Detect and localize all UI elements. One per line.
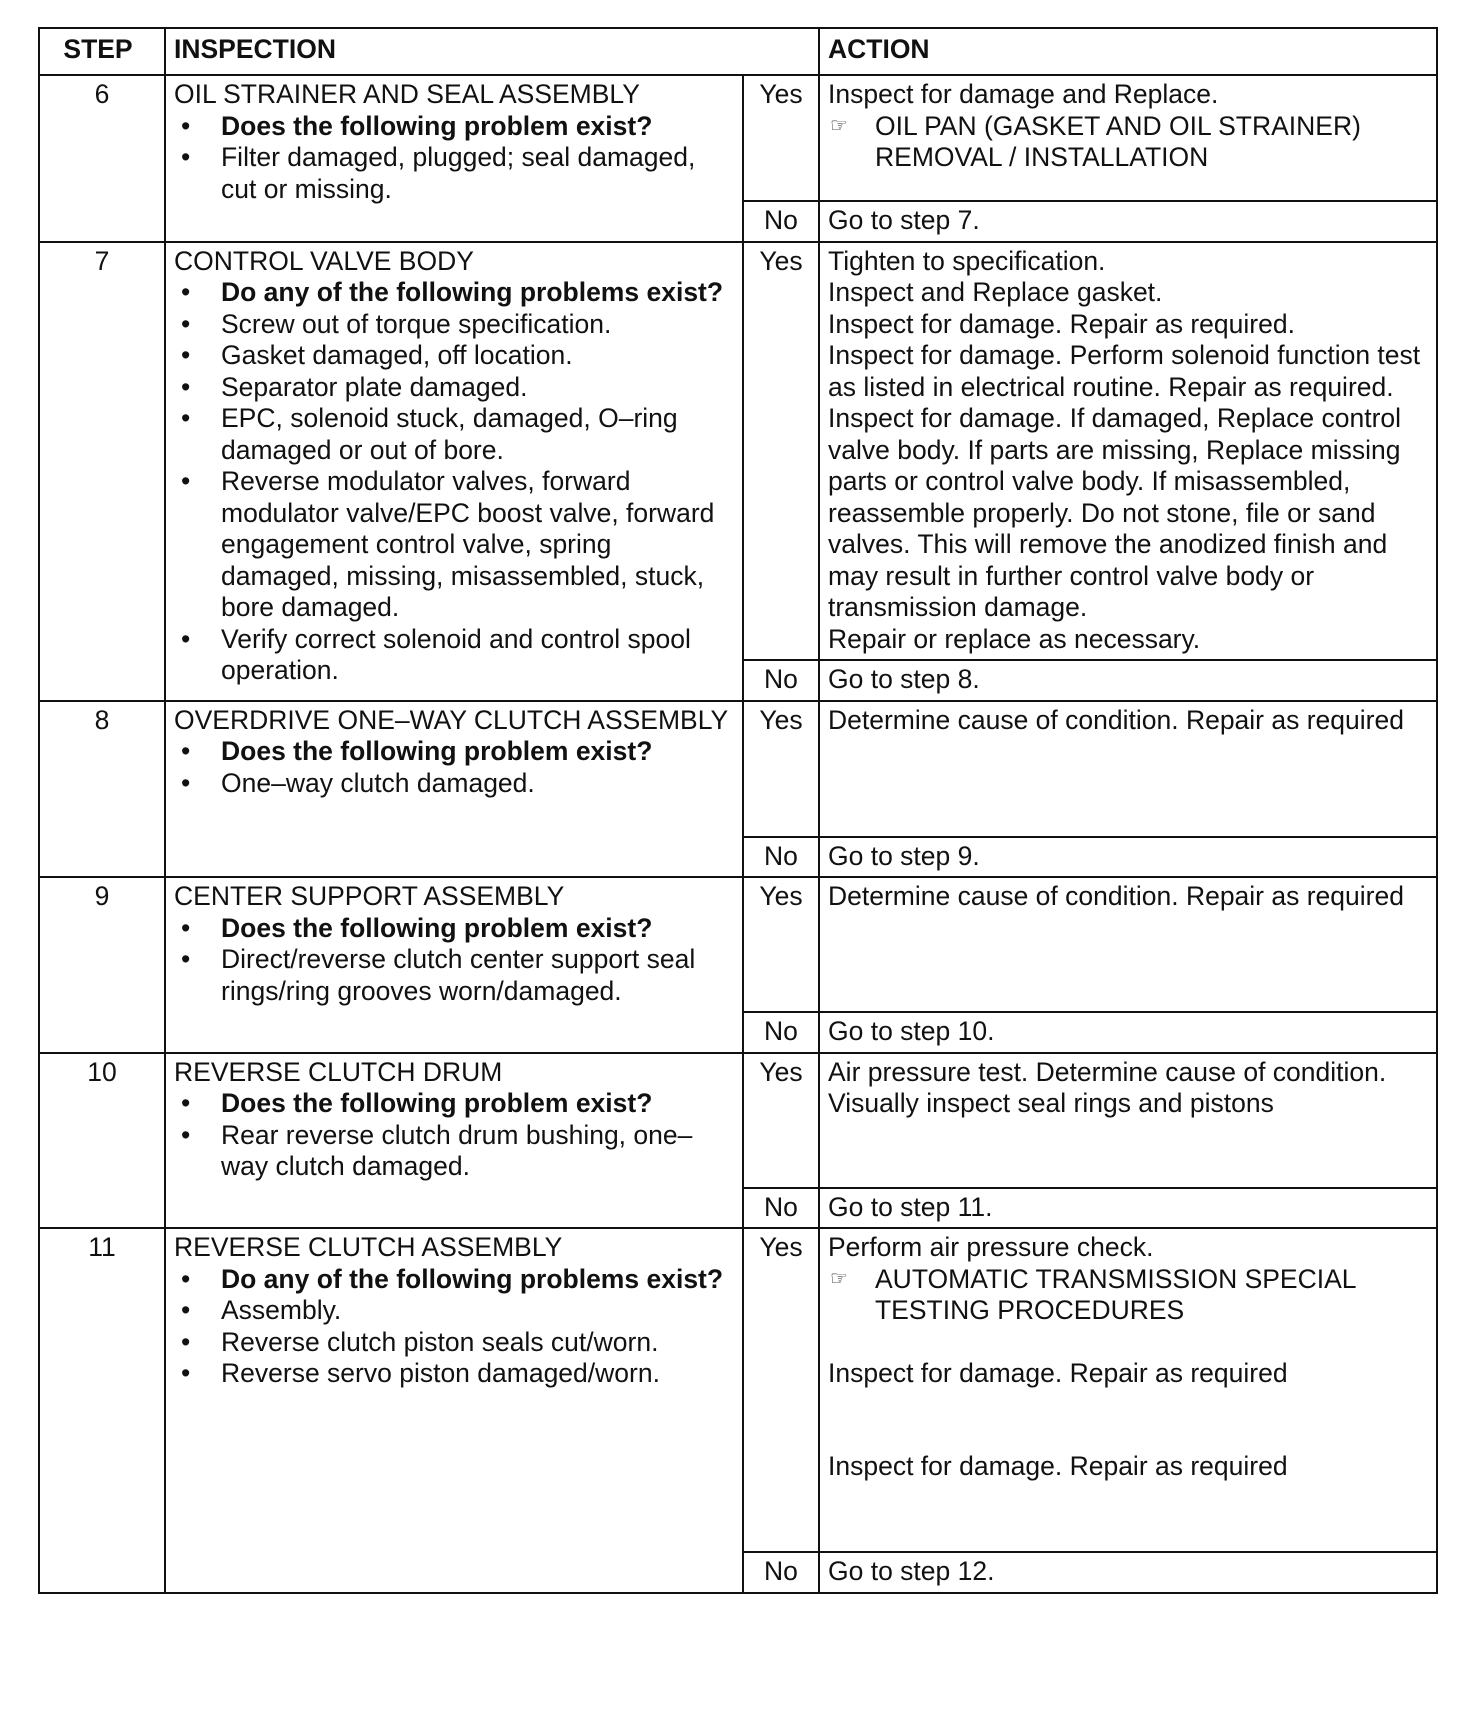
header-row (39, 28, 1437, 75)
list-item (174, 768, 734, 800)
yes-label: Yes (743, 1053, 819, 1188)
question-text: Does the following problem exist? (221, 110, 653, 141)
list-item (174, 340, 734, 372)
bullet-icon: • (181, 1358, 191, 1388)
inspection-title: REVERSE CLUTCH DRUM (174, 1056, 503, 1087)
bullet-icon: • (181, 340, 191, 370)
bullet-icon: • (181, 944, 191, 974)
step-number: 9 (39, 877, 165, 1053)
item-text: Gasket damaged, off location. (221, 340, 573, 370)
inspection-title: REVERSE CLUTCH ASSEMBLY (174, 1232, 563, 1262)
no-label: No (743, 1552, 819, 1593)
inspection-header: INSPECTION (165, 28, 819, 75)
action-line: Determine cause of condition. Repair as required (828, 881, 1404, 911)
bullet-icon: • (181, 1326, 191, 1357)
question-bullet (174, 736, 734, 768)
step-header: STEP (39, 28, 165, 75)
question-text: Do any of the following problems exist? (221, 277, 724, 307)
bullet-icon: • (181, 371, 191, 402)
list-item (174, 466, 734, 624)
action-line: Inspect for damage. Perform solenoid function test as listed in electrical routine. Repair as required. (828, 340, 1421, 402)
yes-action-cell (819, 701, 1437, 837)
inspection-cell (165, 75, 743, 242)
yes-label: Yes (743, 1228, 819, 1552)
action-line: Perform air pressure check. (828, 1232, 1154, 1262)
step-row (39, 1228, 1437, 1552)
step-row (39, 701, 1437, 837)
inspection-cell (165, 242, 743, 701)
step-row (39, 1053, 1437, 1188)
action-line: Inspect and Replace gasket. (828, 277, 1163, 307)
action-line: Tighten to specification. (828, 245, 1106, 276)
step-number: 6 (39, 75, 165, 242)
bullet-icon: • (181, 767, 191, 798)
question-text: Does the following problem exist? (221, 736, 653, 766)
yes-label: Yes (743, 242, 819, 661)
bullet-icon: • (181, 110, 191, 141)
list-item (174, 372, 734, 404)
no-action: Go to step 7. (819, 201, 1437, 242)
bullet-icon: • (181, 1263, 191, 1294)
question-bullet (174, 111, 734, 143)
step-row (39, 75, 1437, 201)
item-text: Separator plate damaged. (221, 371, 528, 402)
yes-action-cell (819, 1053, 1437, 1188)
no-label: No (743, 1012, 819, 1053)
item-text: One–way clutch damaged. (221, 767, 535, 798)
item-text: Screw out of torque specification. (221, 308, 612, 339)
pointing-hand-icon: ☞ (830, 114, 848, 137)
inspection-cell (165, 1053, 743, 1229)
list-item (174, 1120, 734, 1183)
question-bullet (174, 913, 734, 945)
item-text: Reverse modulator valves, forward modulator valve/EPC boost valve, forward engagement control valve, spring damaged, missing, misassembled, stuck, bore damaged. (221, 466, 715, 622)
list-item (174, 1327, 734, 1359)
yes-label: Yes (743, 701, 819, 837)
step-row (39, 877, 1437, 1012)
list-item (174, 624, 734, 687)
action-line: Inspect for damage. Repair as required (828, 1357, 1288, 1388)
reference-text: OIL PAN (GASKET AND OIL STRAINER) REMOVAL / INSTALLATION (875, 110, 1361, 172)
question-bullet (174, 1264, 734, 1296)
bullet-icon: • (181, 142, 191, 172)
item-text: Assembly. (221, 1295, 342, 1325)
item-text: EPC, solenoid stuck, damaged, O–ring damaged or out of bore. (221, 403, 678, 465)
inspection-title: OIL STRAINER AND SEAL ASSEMBLY (174, 79, 640, 109)
diagnosis-table (38, 27, 1438, 1594)
step-row (39, 242, 1437, 661)
no-action: Go to step 9. (819, 837, 1437, 878)
question-text: Does the following problem exist? (221, 912, 653, 943)
item-text: Rear reverse clutch drum bushing, one–way clutch damaged. (221, 1119, 693, 1181)
bullet-icon: • (181, 1295, 191, 1325)
action-header: ACTION (819, 28, 1437, 75)
item-text: Reverse servo piston damaged/worn. (221, 1358, 660, 1388)
action-line: Air pressure test. Determine cause of condition. Visually inspect seal rings and pistons (828, 1056, 1387, 1118)
yes-action-cell (819, 75, 1437, 201)
inspection-title: CENTER SUPPORT ASSEMBLY (174, 881, 565, 911)
pointing-hand-icon: ☞ (830, 1267, 848, 1290)
yes-label: Yes (743, 877, 819, 1012)
list-item (174, 403, 734, 466)
bullet-icon: • (181, 736, 191, 766)
no-label: No (743, 660, 819, 701)
step-number: 7 (39, 242, 165, 701)
reference (828, 111, 1428, 174)
action-line: Inspect for damage. If damaged, Replace control valve body. If parts are missing, Replace missing parts or control valve body. If misassembled, reassemble properly. Do not stone, file or sand valves. This will remove the anodized finish and may result in further control valve body or transmission damage. (828, 403, 1402, 622)
reference-text: AUTOMATIC TRANSMISSION SPECIAL TESTING PROCEDURES (875, 1263, 1356, 1325)
no-label: No (743, 837, 819, 878)
yes-action-cell (819, 242, 1437, 661)
bullet-icon: • (181, 466, 191, 496)
inspection-cell (165, 1228, 743, 1593)
action-line: Determine cause of condition. Repair as required (828, 704, 1404, 735)
list-item (174, 309, 734, 341)
no-action: Go to step 8. (819, 660, 1437, 701)
bullet-icon: • (181, 912, 191, 943)
no-label: No (743, 201, 819, 242)
inspection-cell (165, 877, 743, 1053)
step-number: 10 (39, 1053, 165, 1229)
question-bullet (174, 277, 734, 309)
item-text: Direct/reverse clutch center support seal rings/ring grooves worn/damaged. (221, 944, 696, 1006)
no-action: Go to step 12. (819, 1552, 1437, 1593)
question-bullet (174, 1088, 734, 1120)
bullet-icon: • (181, 1088, 191, 1118)
item-text: Filter damaged, plugged; seal damaged, cut or missing. (221, 142, 696, 204)
action-line: Inspect for damage. Repair as required (828, 1451, 1288, 1481)
step-number: 8 (39, 701, 165, 878)
list-item (174, 1358, 734, 1390)
step-number: 11 (39, 1228, 165, 1593)
yes-action-cell (819, 1228, 1437, 1552)
question-text: Does the following problem exist? (221, 1088, 653, 1118)
no-label: No (743, 1188, 819, 1229)
no-action: Go to step 11. (819, 1188, 1437, 1229)
yes-label: Yes (743, 75, 819, 201)
action-line: Repair or replace as necessary. (828, 623, 1201, 654)
action-line: Inspect for damage and Replace. (828, 79, 1219, 109)
list-item (174, 944, 734, 1007)
inspection-title: CONTROL VALVE BODY (174, 245, 474, 276)
yes-action-cell (819, 877, 1437, 1012)
bullet-icon: • (181, 623, 191, 654)
inspection-cell (165, 701, 743, 878)
bullet-icon: • (181, 277, 191, 307)
list-item (174, 1295, 734, 1327)
list-item (174, 142, 734, 205)
bullet-icon: • (181, 1119, 191, 1150)
item-text: Verify correct solenoid and control spool operation. (221, 623, 691, 685)
reference (828, 1264, 1428, 1327)
bullet-icon: • (181, 308, 191, 339)
no-action: Go to step 10. (819, 1012, 1437, 1053)
inspection-title: OVERDRIVE ONE–WAY CLUTCH ASSEMBLY (174, 704, 729, 735)
action-line: Inspect for damage. Repair as required. (828, 308, 1295, 339)
bullet-icon: • (181, 403, 191, 433)
question-text: Do any of the following problems exist? (221, 1263, 724, 1294)
item-text: Reverse clutch piston seals cut/worn. (221, 1326, 659, 1357)
